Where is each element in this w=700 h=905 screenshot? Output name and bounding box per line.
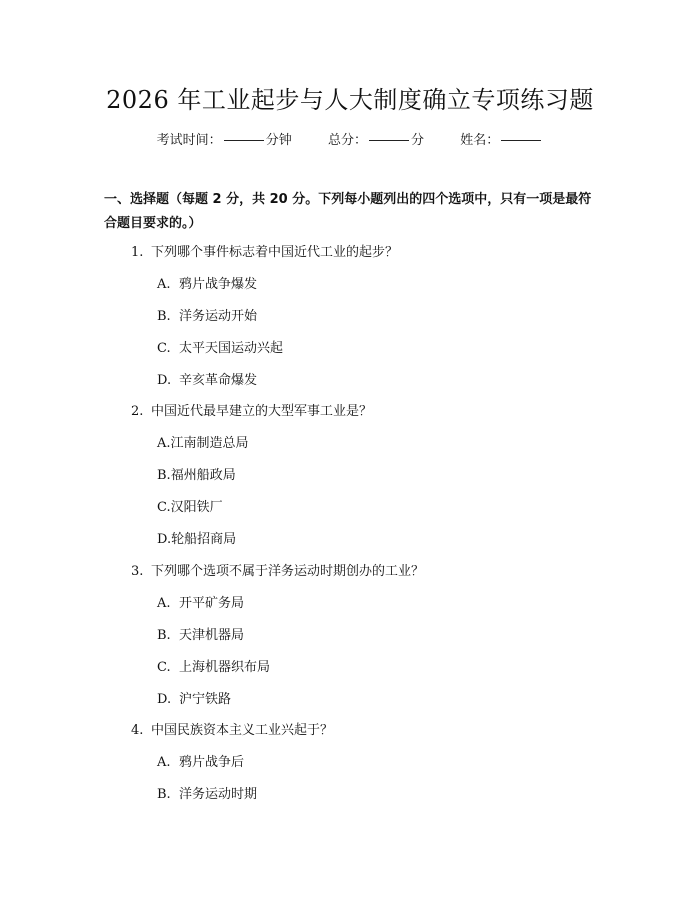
option-letter: B. [157, 309, 171, 324]
question-1-option-b [157, 307, 257, 327]
question-number: 3. [131, 564, 144, 579]
question-3-option-b [157, 626, 244, 646]
question-2-option-b [157, 466, 236, 486]
option-letter: D. [157, 692, 172, 707]
time-unit: 分钟 [265, 133, 292, 148]
question-2-option-d [157, 530, 236, 550]
option-letter: A. [157, 755, 171, 770]
option-letter: A. [157, 436, 171, 451]
option-text: 太平天国运动兴起 [179, 341, 284, 356]
option-letter: D. [157, 373, 172, 388]
question-1-option-c [157, 339, 283, 359]
name-label: 姓名： [460, 133, 500, 148]
question-number: 2. [131, 404, 144, 419]
option-letter: C. [157, 660, 171, 675]
option-letter: D. [157, 532, 172, 547]
page-title: 2026 年工业起步与人大制度确立专项练习题 [106, 86, 594, 114]
option-text: 汉阳铁厂 [170, 500, 223, 515]
total-score-field [328, 131, 424, 151]
question-3-option-a [157, 594, 244, 614]
question-1 [131, 243, 398, 263]
section-heading: 一、选择题（每题 2 分，共 20 分。下列每小题列出的四个选项中，只有一项是最符合题目要求的。） [104, 192, 592, 231]
question-text: 下列哪个选项不属于洋务运动时期创办的工业？ [151, 564, 425, 579]
option-letter: A. [157, 596, 171, 611]
option-text: 江南制造总局 [170, 436, 249, 451]
name-blank [501, 140, 541, 141]
option-text: 开平矿务局 [179, 596, 245, 611]
question-4-option-a [157, 753, 244, 773]
question-2-option-c [157, 498, 223, 518]
question-text: 下列哪个事件标志着中国近代工业的起步？ [151, 245, 399, 260]
exam-info-line [0, 131, 700, 151]
score-unit: 分 [411, 133, 425, 148]
option-text: 上海机器织布局 [179, 660, 271, 675]
question-1-option-d [157, 371, 257, 391]
question-text: 中国近代最早建立的大型军事工业是？ [151, 404, 373, 419]
time-label: 考试时间： [156, 133, 222, 148]
option-letter: A. [157, 277, 171, 292]
time-blank [224, 140, 264, 141]
option-text: 轮船招商局 [171, 532, 237, 547]
option-letter: B. [157, 468, 171, 483]
option-text: 洋务运动时期 [179, 787, 258, 802]
option-text: 鸦片战争后 [179, 755, 245, 770]
question-4 [131, 721, 333, 741]
option-text: 鸦片战争爆发 [179, 277, 258, 292]
question-2-option-a [157, 434, 249, 454]
question-3-option-d [157, 690, 231, 710]
question-3 [131, 562, 424, 582]
option-text: 天津机器局 [179, 628, 245, 643]
option-text: 洋务运动开始 [179, 309, 258, 324]
question-3-option-c [157, 658, 270, 678]
option-letter: B. [157, 628, 171, 643]
score-label: 总分： [327, 133, 367, 148]
score-blank [369, 140, 409, 141]
option-text: 福州船政局 [170, 468, 236, 483]
option-letter: C. [157, 341, 171, 356]
option-text: 辛亥革命爆发 [179, 373, 258, 388]
question-text: 中国民族资本主义工业兴起于？ [151, 723, 334, 738]
option-text: 沪宁铁路 [179, 692, 232, 707]
student-name-field [460, 131, 543, 151]
question-number: 1. [131, 245, 144, 260]
exam-time-field [157, 131, 292, 151]
question-1-option-a [157, 275, 257, 295]
option-letter: C. [157, 500, 171, 515]
option-letter: B. [157, 787, 171, 802]
question-4-option-b [157, 785, 257, 805]
question-2 [131, 402, 372, 422]
question-number: 4. [131, 723, 144, 738]
